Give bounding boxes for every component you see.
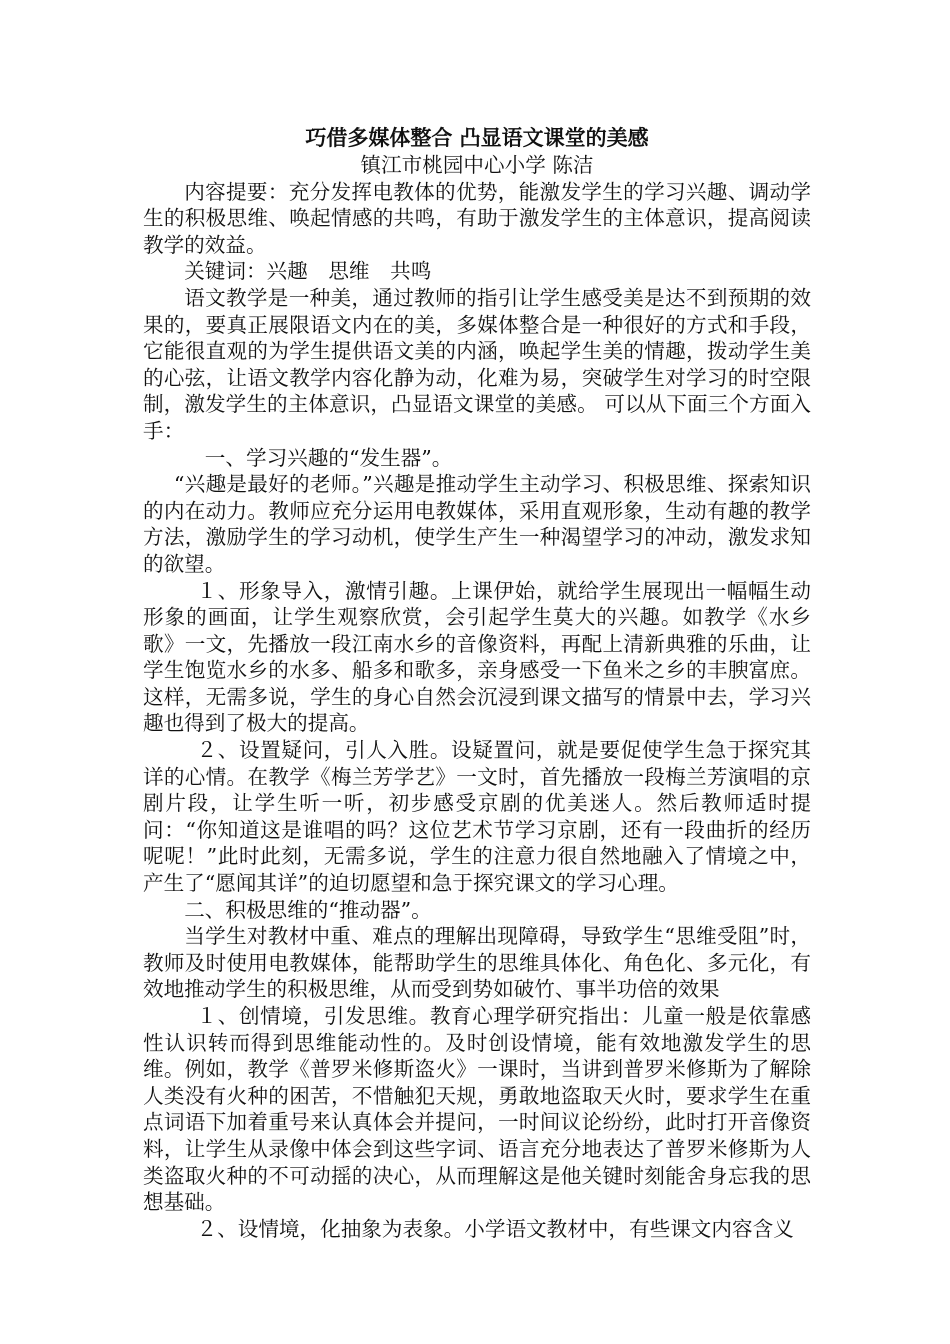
abstract-paragraph: 内容提要：充分发挥电教体的优势，能激发学生的学习兴趣、调动学生的积极思维、唤起情感的共鸣，有助于激发学生的主体意识，提高阅读教学的效益。 (143, 179, 811, 257)
section1-paragraph: “兴趣是最好的老师。”兴趣是推动学生主动学习、积极思维、探索知识的内在动力。教师应充分运用电教媒体，采用直观形象，生动有趣的教学方法，激励学生的学习动机，使学生产生一种渴望学习的冲动，激发求知的欲望。 (143, 472, 811, 576)
document-title: 巧借多媒体整合 凸显语文课堂的美感 (305, 125, 649, 150)
intro-paragraph: 语文教学是一种美，通过教师的指引让学生感受美是达不到预期的效果的，要真正展限语文内在的美，多媒体整合是一种很好的方式和手段，它能很直观的为学生提供语文美的内涵，唤起学生美的情趣，拨动学生美的心弦，让语文教学内容化静为动，化难为易，突破学生对学习的时空限制，激发学生的主体意识，凸显语文课堂的美感。 可以从下面三个方面入手： (143, 285, 811, 443)
section2-item-2: ２、设情境，化抽象为表象。小学语文教材中，有些课文内容含义 (196, 1216, 794, 1241)
section2-paragraph: 当学生对教材中重、难点的理解出现障碍，导致学生“思维受阻”时，教师及时使用电教媒体，能帮助学生的思维具体化、角色化、多元化，有效地推动学生的积极思维，从而受到势如破竹、事半功倍的效果 (143, 924, 811, 1002)
author-byline: 镇江市桃园中心小学 陈洁 (360, 153, 594, 177)
section1-item-2: ２、设置疑问，引人入胜。设疑置问，就是要促使学生急于探究其详的心情。在教学《梅兰芳学艺》一文时，首先播放一段梅兰芳演唱的京剧片段，让学生听一听，初步感受京剧的优美迷人。然后教师适时提问：“你知道这是谁唱的吗？这位艺术节学习京剧，还有一段曲折的经历呢呢！”此时此刻，无需多说，学生的注意力很自然地融入了情境之中，产生了“愿闻其详”的迫切愿望和急于探究课文的学习心理。 (143, 738, 811, 896)
keywords-line: 关键词：兴趣 思维 共鸣 (184, 259, 432, 284)
section2-item-1: １、创情境，引发思维。教育心理学研究指出：儿童一般是依靠感性认识转而得到思维能动性的。及时创设情境，能有效地激发学生的思维。例如，教学《普罗米修斯盗火》一课时，当讲到普罗米修斯为了解除人类没有火种的困苦，不惜触犯天规，勇敢地盗取天火时，要求学生在重点词语下加着重号来认真体会并提问，一时间议论纷纷，此时打开音像资料，让学生从录像中体会到这些字词、语言充分地表达了普罗米修斯为人类盗取火种的不可动摇的决心，从而理解这是他关键时刻能舍身忘我的思想基础。 (143, 1004, 811, 1215)
document-page (143, 120, 811, 1242)
section1-item-1: １、形象导入，激情引趣。上课伊始，就给学生展现出一幅幅生动形象的画面，让学生观察欣赏，会引起学生莫大的兴趣。如教学《水乡歌》一文，先播放一段江南水乡的音像资料，再配上清新典雅的乐曲，让学生饱览水乡的水多、船多和歌多，亲身感受一下鱼米之乡的丰腴富庶。这样，无需多说，学生的身心自然会沉浸到课文描写的情景中去，学习兴趣也得到了极大的提高。 (143, 578, 811, 736)
section-heading-1: 一、学习兴趣的“发生器”。 (204, 445, 453, 470)
section-heading-2: 二、积极思维的“推动器”。 (184, 897, 432, 922)
